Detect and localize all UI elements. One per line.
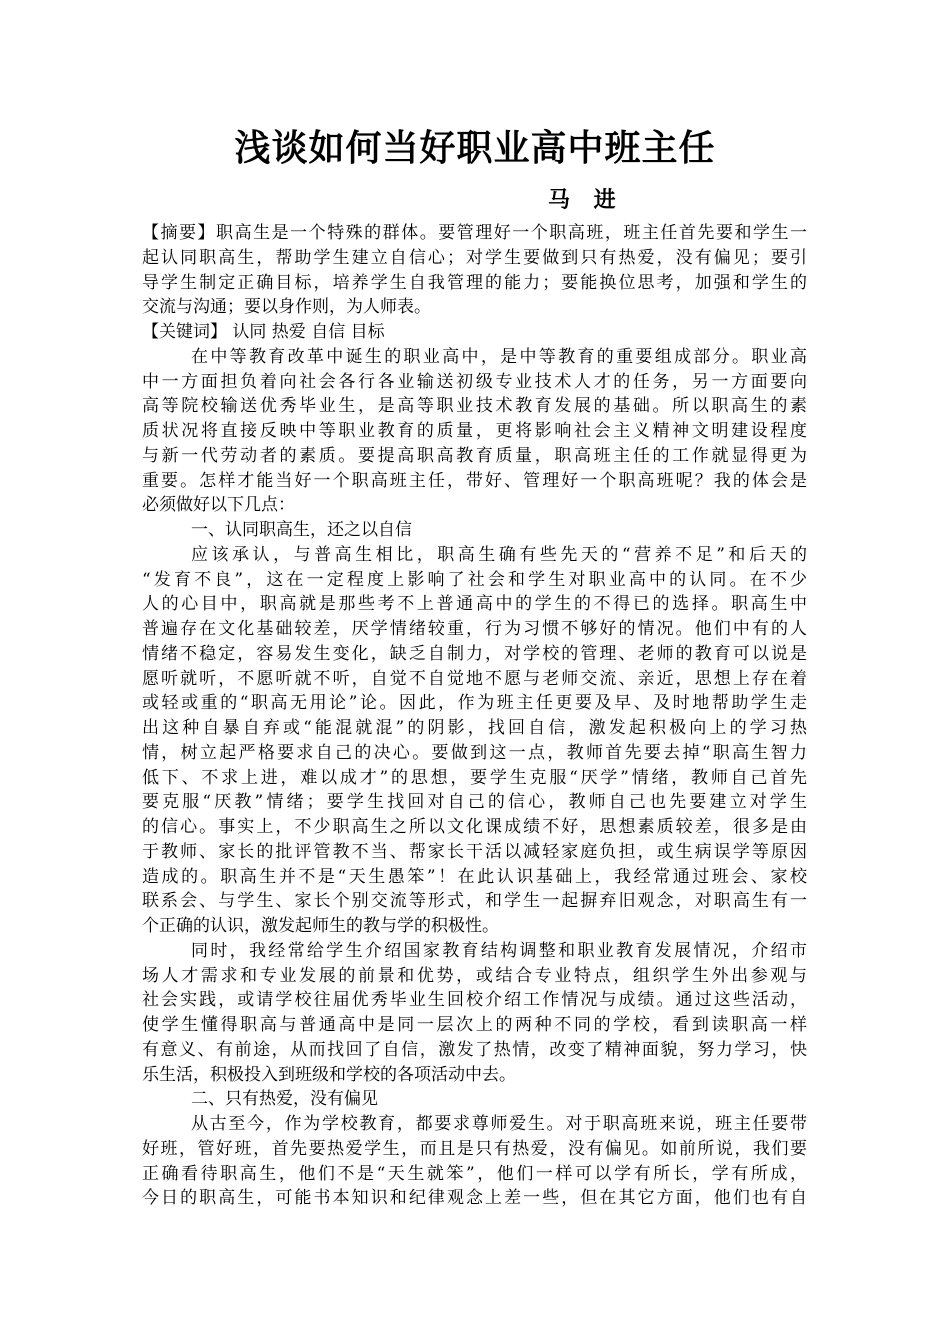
- text-line: 情，树立起严格要求自己的决心。要做到这一点，教师首先要去掉“职高生智力: [142, 742, 807, 763]
- text-line: 高等院校输送优秀毕业生，是高等职业技术教育发展的基础。所以职高生的素: [142, 396, 807, 417]
- text-line: 使学生懂得职高与普通高中是同一层次上的两种不同的学校，看到读职高一样: [142, 1015, 807, 1035]
- text-line: 好班，管好班，首先要热爱学生，而且是只有热爱，没有偏见。如前所说，我们要: [142, 1138, 807, 1159]
- text-line: 要克服“厌教”情绪；要学生找回对自己的信心，教师自己也先要建立对学生: [142, 792, 807, 813]
- text-line: 情绪不稳定，容易发生变化，缺乏自制力，对学校的管理、老师的教育可以说是: [142, 643, 807, 664]
- text-line: 正确看待职高生，他们不是“天生就笨”，他们一样可以学有所长，学有所成，: [142, 1163, 807, 1184]
- text-line: 造成的。职高生并不是“天生愚笨”！在此认识基础上，我经常通过班会、家校: [142, 866, 807, 887]
- text-line: 【摘要】职高生是一个特殊的群体。要管理好一个职高班，班主任首先要和学生一: [142, 223, 807, 243]
- text-line: 乐生活，积极投入到班级和学校的各项活动中去。: [142, 1064, 516, 1085]
- text-line: 人的心目中，职高就是那些考不上普通高中的学生的不得已的选择。职高生中: [142, 594, 807, 615]
- document-author: 马 进: [548, 188, 624, 213]
- text-line: 有意义、有前途，从而找回了自信，激发了热情，改变了精神面貌，努力学习，快: [142, 1039, 807, 1060]
- text-line: 低下、不求上进，难以成才”的思想，要学生克服“厌学”情绪，教师自己首先: [142, 767, 807, 788]
- text-line: 普遍存在文化基础较差，厌学情绪较重，行为习惯不够好的情况。他们中有的人: [142, 619, 807, 639]
- text-line: 应该承认，与普高生相比，职高生确有些先天的“营养不足”和后天的: [191, 544, 807, 565]
- text-line: 起认同职高生，帮助学生建立自信心；对学生要做到只有热爱，没有偏见；要引: [142, 247, 807, 268]
- text-line: 在中等教育改革中诞生的职业高中，是中等教育的重要组成部分。职业高: [191, 346, 807, 367]
- text-line: 于教师、家长的批评管教不当、帮家长干活以减轻家庭负担，或生病误学等原因: [142, 841, 807, 862]
- text-line: 或轻或重的“职高无用论”论。因此，作为班主任更要及早、及时地帮助学生走: [142, 693, 807, 714]
- text-line: 交流与沟通；要以身作则，为人师表。: [142, 297, 431, 318]
- text-line: 场人才需求和专业发展的前景和优势，或结合专业特点，组织学生外出参观与: [142, 965, 807, 986]
- text-line: 愿听就听，不愿听就不听，自觉不自觉地不愿与老师交流、亲近，思想上存在着: [142, 668, 807, 689]
- text-line: 导学生制定正确目标，培养学生自我管理的能力；要能换位思考，加强和学生的: [142, 272, 807, 293]
- document-title: 浅谈如何当好职业高中班主任: [234, 128, 716, 169]
- document-body: [142, 221, 807, 1211]
- text-line: 今日的职高生，可能书本知识和纪律观念上差一些，但在其它方面，他们也有自: [142, 1188, 807, 1209]
- text-line: 质状况将直接反映中等职业教育的质量，更将影响社会主义精神文明建设程度: [142, 421, 807, 441]
- text-line: 的信心。事实上，不少职高生之所以文化课成绩不好，思想素质较差，很多是由: [142, 817, 807, 837]
- text-line: 重要。怎样才能当好一个职高班主任，带好、管理好一个职高班呢？我的体会是: [142, 470, 807, 491]
- text-line: 中一方面担负着向社会各行各业输送初级专业技术人才的任务，另一方面要向: [142, 371, 807, 392]
- text-line: 一、认同职高生，还之以自信: [191, 520, 412, 540]
- text-line: 联系会、与学生、家长个别交流等形式，和学生一起摒弃旧观念，对职高生有一: [142, 891, 807, 912]
- text-line: 二、只有热爱，没有偏见: [191, 1089, 378, 1110]
- text-line: 个正确的认识，激发起师生的教与学的积极性。: [142, 916, 499, 936]
- text-line: 出这种自暴自弃或“能混就混”的阴影，找回自信，激发起积极向上的学习热: [142, 718, 807, 738]
- text-line: 社会实践，或请学校往届优秀毕业生回校介绍工作情况与成绩。通过这些活动，: [142, 990, 807, 1011]
- text-line: 同时，我经常给学生介绍国家教育结构调整和职业教育发展情况，介绍市: [191, 940, 807, 961]
- text-line: 从古至今，作为学校教育，都要求尊师爱生。对于职高班来说，班主任要带: [191, 1114, 807, 1134]
- text-line: “发育不良”，这在一定程度上影响了社会和学生对职业高中的认同。在不少: [142, 569, 807, 590]
- text-line: 必须做好以下几点：: [142, 495, 295, 516]
- text-line: 与新一代劳动者的素质。要提高职高教育质量，职高班主任的工作就显得更为: [142, 445, 807, 466]
- text-line: 【关键词】 认同 热爱 自信 目标: [142, 322, 385, 342]
